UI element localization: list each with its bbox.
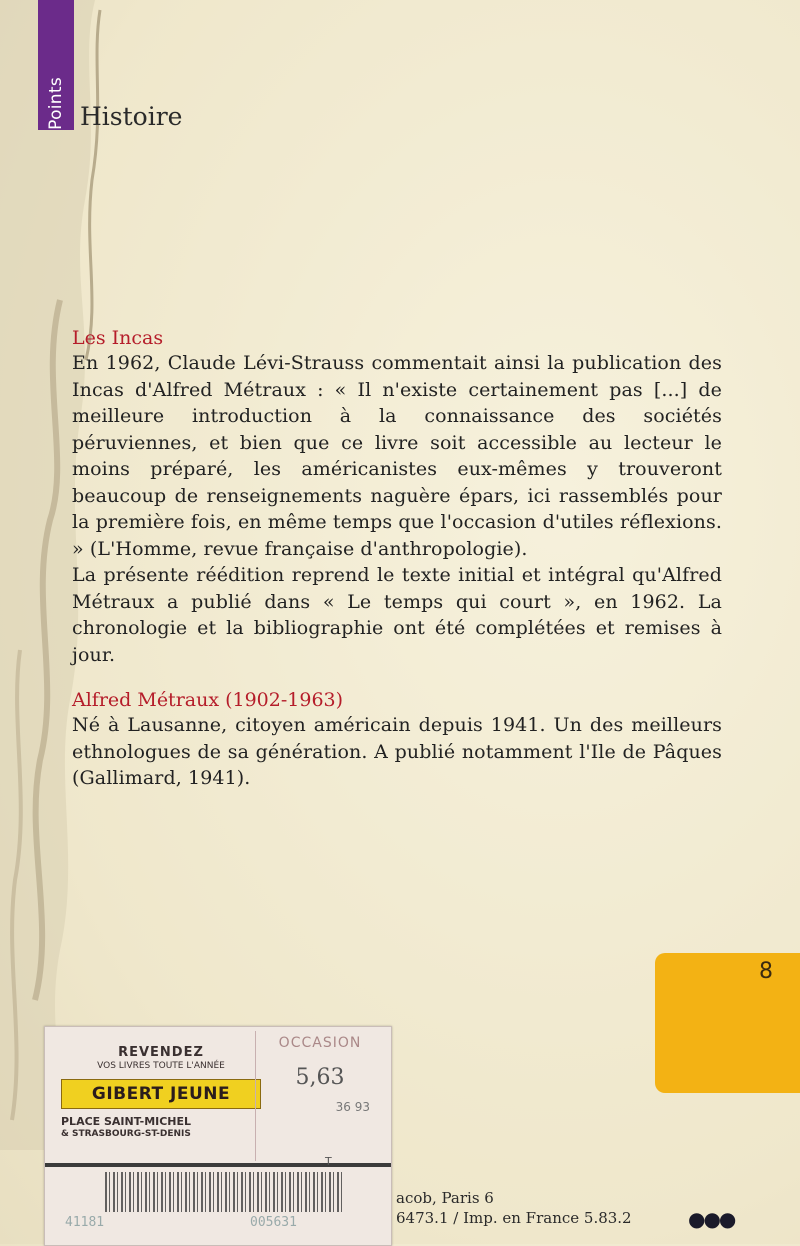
- imprint-line-1: acob, Paris 6: [396, 1189, 494, 1207]
- bookstore-info: [61, 1045, 261, 1139]
- author-heading: Alfred Métraux (1902-1963): [72, 689, 344, 711]
- label-divider: [45, 1163, 391, 1167]
- barcode-icon: [105, 1172, 345, 1212]
- address-line-1: PLACE SAINT-MICHEL: [61, 1115, 192, 1128]
- category-heading: Histoire: [80, 102, 183, 131]
- barcode-number-2: 005631: [250, 1215, 297, 1230]
- imprint-line-2: 6473.1 / Imp. en France 5.83.2: [396, 1209, 632, 1227]
- end-mark-dots: ●●●: [688, 1207, 735, 1231]
- revendez-text: REVENDEZ: [118, 1045, 204, 1060]
- handwritten-price: 5,63: [295, 1065, 345, 1090]
- occasion-stamp: OCCASION: [278, 1035, 362, 1051]
- reedition-paragraph: La présente réédition reprend le texte initial et intégral qu'Alfred Métraux a publié dans « Le temps qui court », en 1962. La chronologie et la bibliographie ont été complétées et remises à jour.: [72, 564, 722, 666]
- price-code: 36 93: [335, 1100, 370, 1114]
- price-box: [255, 1031, 384, 1161]
- series-logo-tab: [38, 0, 74, 130]
- book-title-heading: Les Incas: [72, 327, 164, 349]
- label-t-mark: T: [325, 1155, 332, 1168]
- author-bio-paragraph: Né à Lausanne, citoyen américain depuis 1941. Un des meilleurs ethnologues de sa génération. A publié notamment l'Ile de Pâques (Gallimard, 1941).: [72, 714, 722, 789]
- imprint-info: [396, 1188, 632, 1228]
- livres-text: VOS LIVRES TOUTE L'ANNÉE: [97, 1061, 225, 1071]
- series-label: Points: [46, 77, 66, 130]
- barcode-number-1: 41181: [65, 1215, 105, 1230]
- bookstore-price-label: [44, 1026, 392, 1246]
- address-line-2: & STRASBOURG-ST-DENIS: [61, 1129, 191, 1139]
- back-cover-text: [72, 326, 722, 792]
- description-paragraph: En 1962, Claude Lévi-Strauss commentait ainsi la publication des Incas d'Alfred Métraux : « Il n'existe certainement pas [...] de meilleure introduction à la connaissance des sociétés péruviennes, et bien que ce livre soit accessible au lecteur le moins préparé, les américanistes eux-mêmes y trouveront beaucoup de renseignements naguère épars, ici rassemblés pour la première fois, en même temps que l'occasion d'utiles réflexions. » (L'Homme, revue française d'anthropologie).: [72, 352, 722, 560]
- bookstore-brand: GIBERT JEUNE: [61, 1079, 261, 1109]
- yellow-price-sticker: [655, 953, 800, 1093]
- sticker-mark: 8: [759, 959, 773, 984]
